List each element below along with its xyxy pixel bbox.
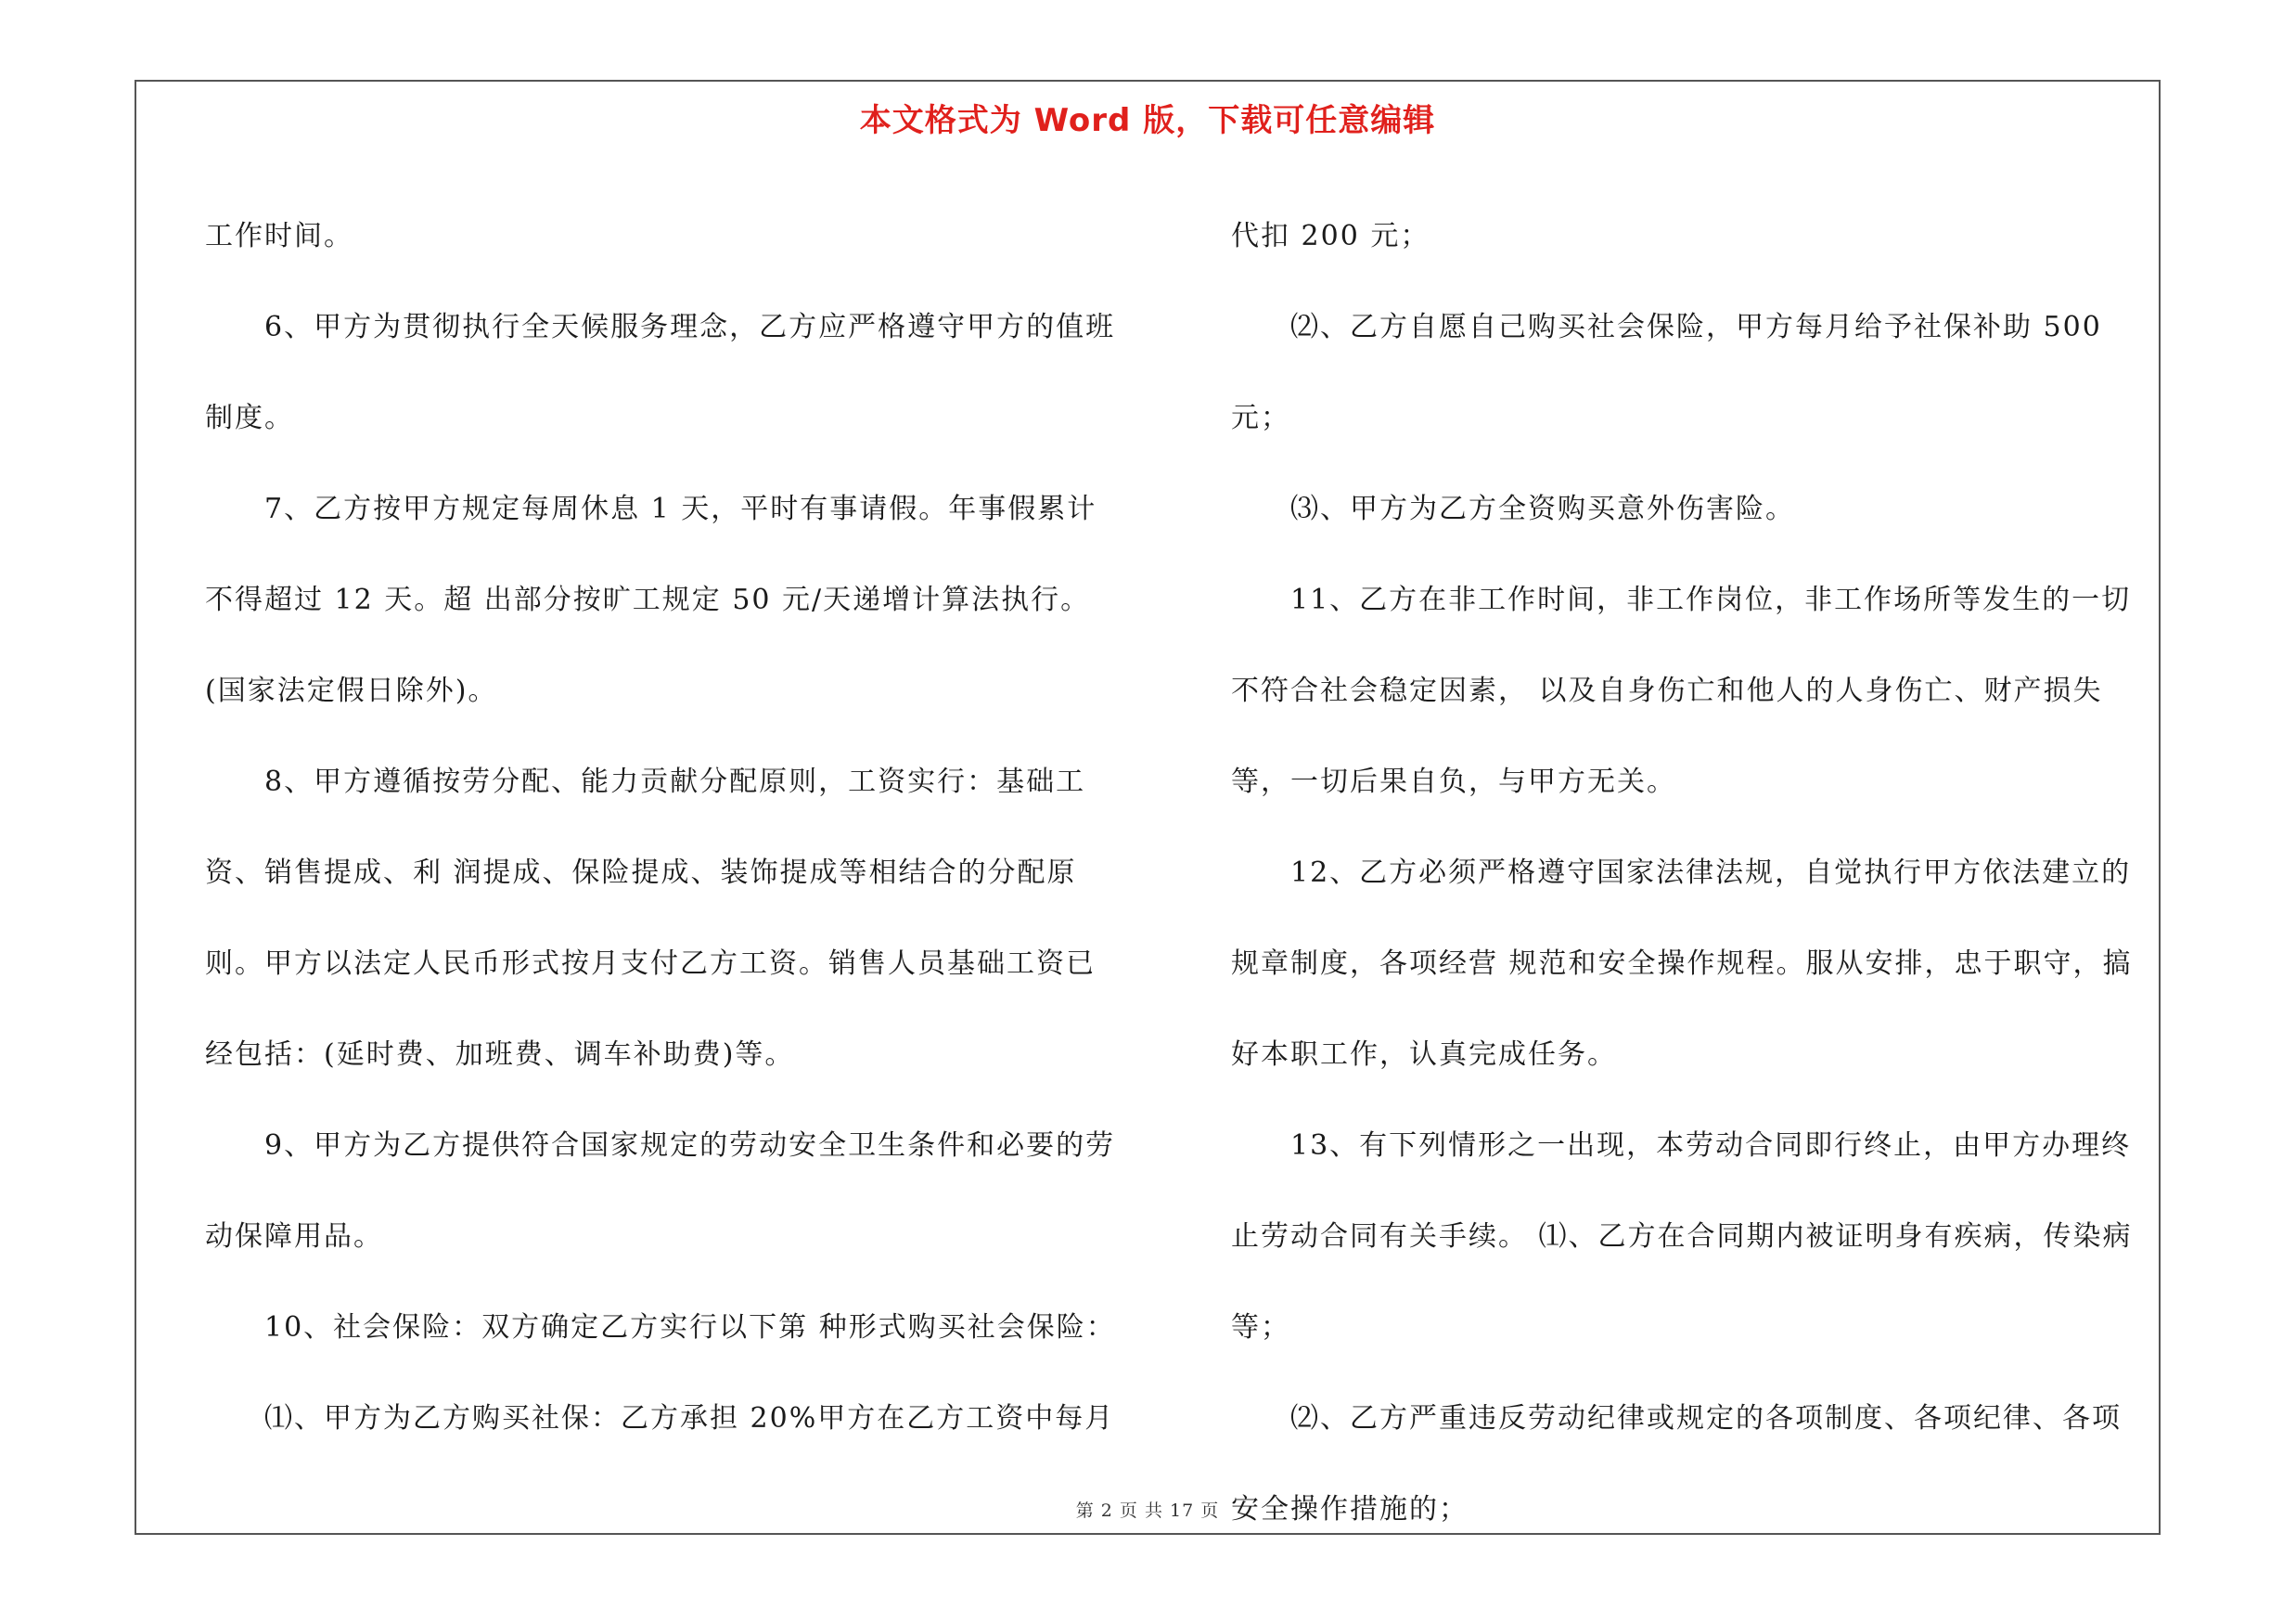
paragraph: 9、甲方为乙方提供符合国家规定的劳动安全卫生条件和必要的劳动保障用品。 xyxy=(205,1129,1116,1253)
document-page xyxy=(135,80,2161,1535)
right-column xyxy=(1231,191,2149,1555)
page-number-footer: 第 2 页 共 17 页 xyxy=(1075,1501,1220,1521)
paragraph: 11、乙方在非工作时间，非工作岗位，非工作场所等发生的一切不符合社会稳定因素， 以及自身伤亡和他人的人身伤亡、财产损失等，一切后果自负，与甲方无关。 xyxy=(1231,584,2132,798)
paragraph: 10、社会保险：双方确定乙方实行以下第 种形式购买社会保险： xyxy=(264,1311,1116,1344)
paragraph: 6、甲方为贯彻执行全天候服务理念，乙方应严格遵守甲方的值班制度。 xyxy=(205,311,1116,434)
paragraph: 7、乙方按甲方规定每周休息 1 天，平时有事请假。年事假累计不得超过 12 天。超 出部分按旷工规定 50 元/天递增计算法执行。(国家法定假日除外)。 xyxy=(205,493,1097,707)
paragraph: 13、有下列情形之一出现，本劳动合同即行终止，由甲方办理终止劳动合同有关手续。 ⑴、乙方在合同期内被证明身有疾病，传染病等； xyxy=(1231,1129,2133,1344)
format-banner: 本文格式为 Word 版，下载可任意编辑 xyxy=(859,102,1436,139)
paragraph: ⑵、乙方自愿自己购买社会保险，甲方每月给予社保补助 500 元； xyxy=(1231,311,2102,434)
paragraph: ⑵、乙方严重违反劳动纪律或规定的各项制度、各项纪律、各项安全操作措施的； xyxy=(1231,1402,2122,1526)
paragraph: 工作时间。 xyxy=(205,220,353,252)
left-column xyxy=(205,191,1123,1464)
paragraph: 8、甲方遵循按劳分配、能力贡献分配原则，工资实行：基础工资、销售提成、利 润提成、保险提成、装饰提成等相结合的分配原则。甲方以法定人民币形式按月支付乙方工资。销售人员基础工资已经包括：(延时费、加班费、调车补助费)等。 xyxy=(205,766,1096,1071)
paragraph: ⑴、甲方为乙方购买社保：乙方承担 20%甲方在乙方工资中每月 xyxy=(264,1402,1115,1435)
paragraph: ⑶、甲方为乙方全资购买意外伤害险。 xyxy=(1290,493,1795,525)
paragraph: 代扣 200 元； xyxy=(1231,220,1430,252)
paragraph: 12、乙方必须严格遵守国家法律法规，自觉执行甲方依法建立的规章制度，各项经营 规范和安全操作规程。服从安排，忠于职守，搞好本职工作，认真完成任务。 xyxy=(1231,857,2133,1071)
